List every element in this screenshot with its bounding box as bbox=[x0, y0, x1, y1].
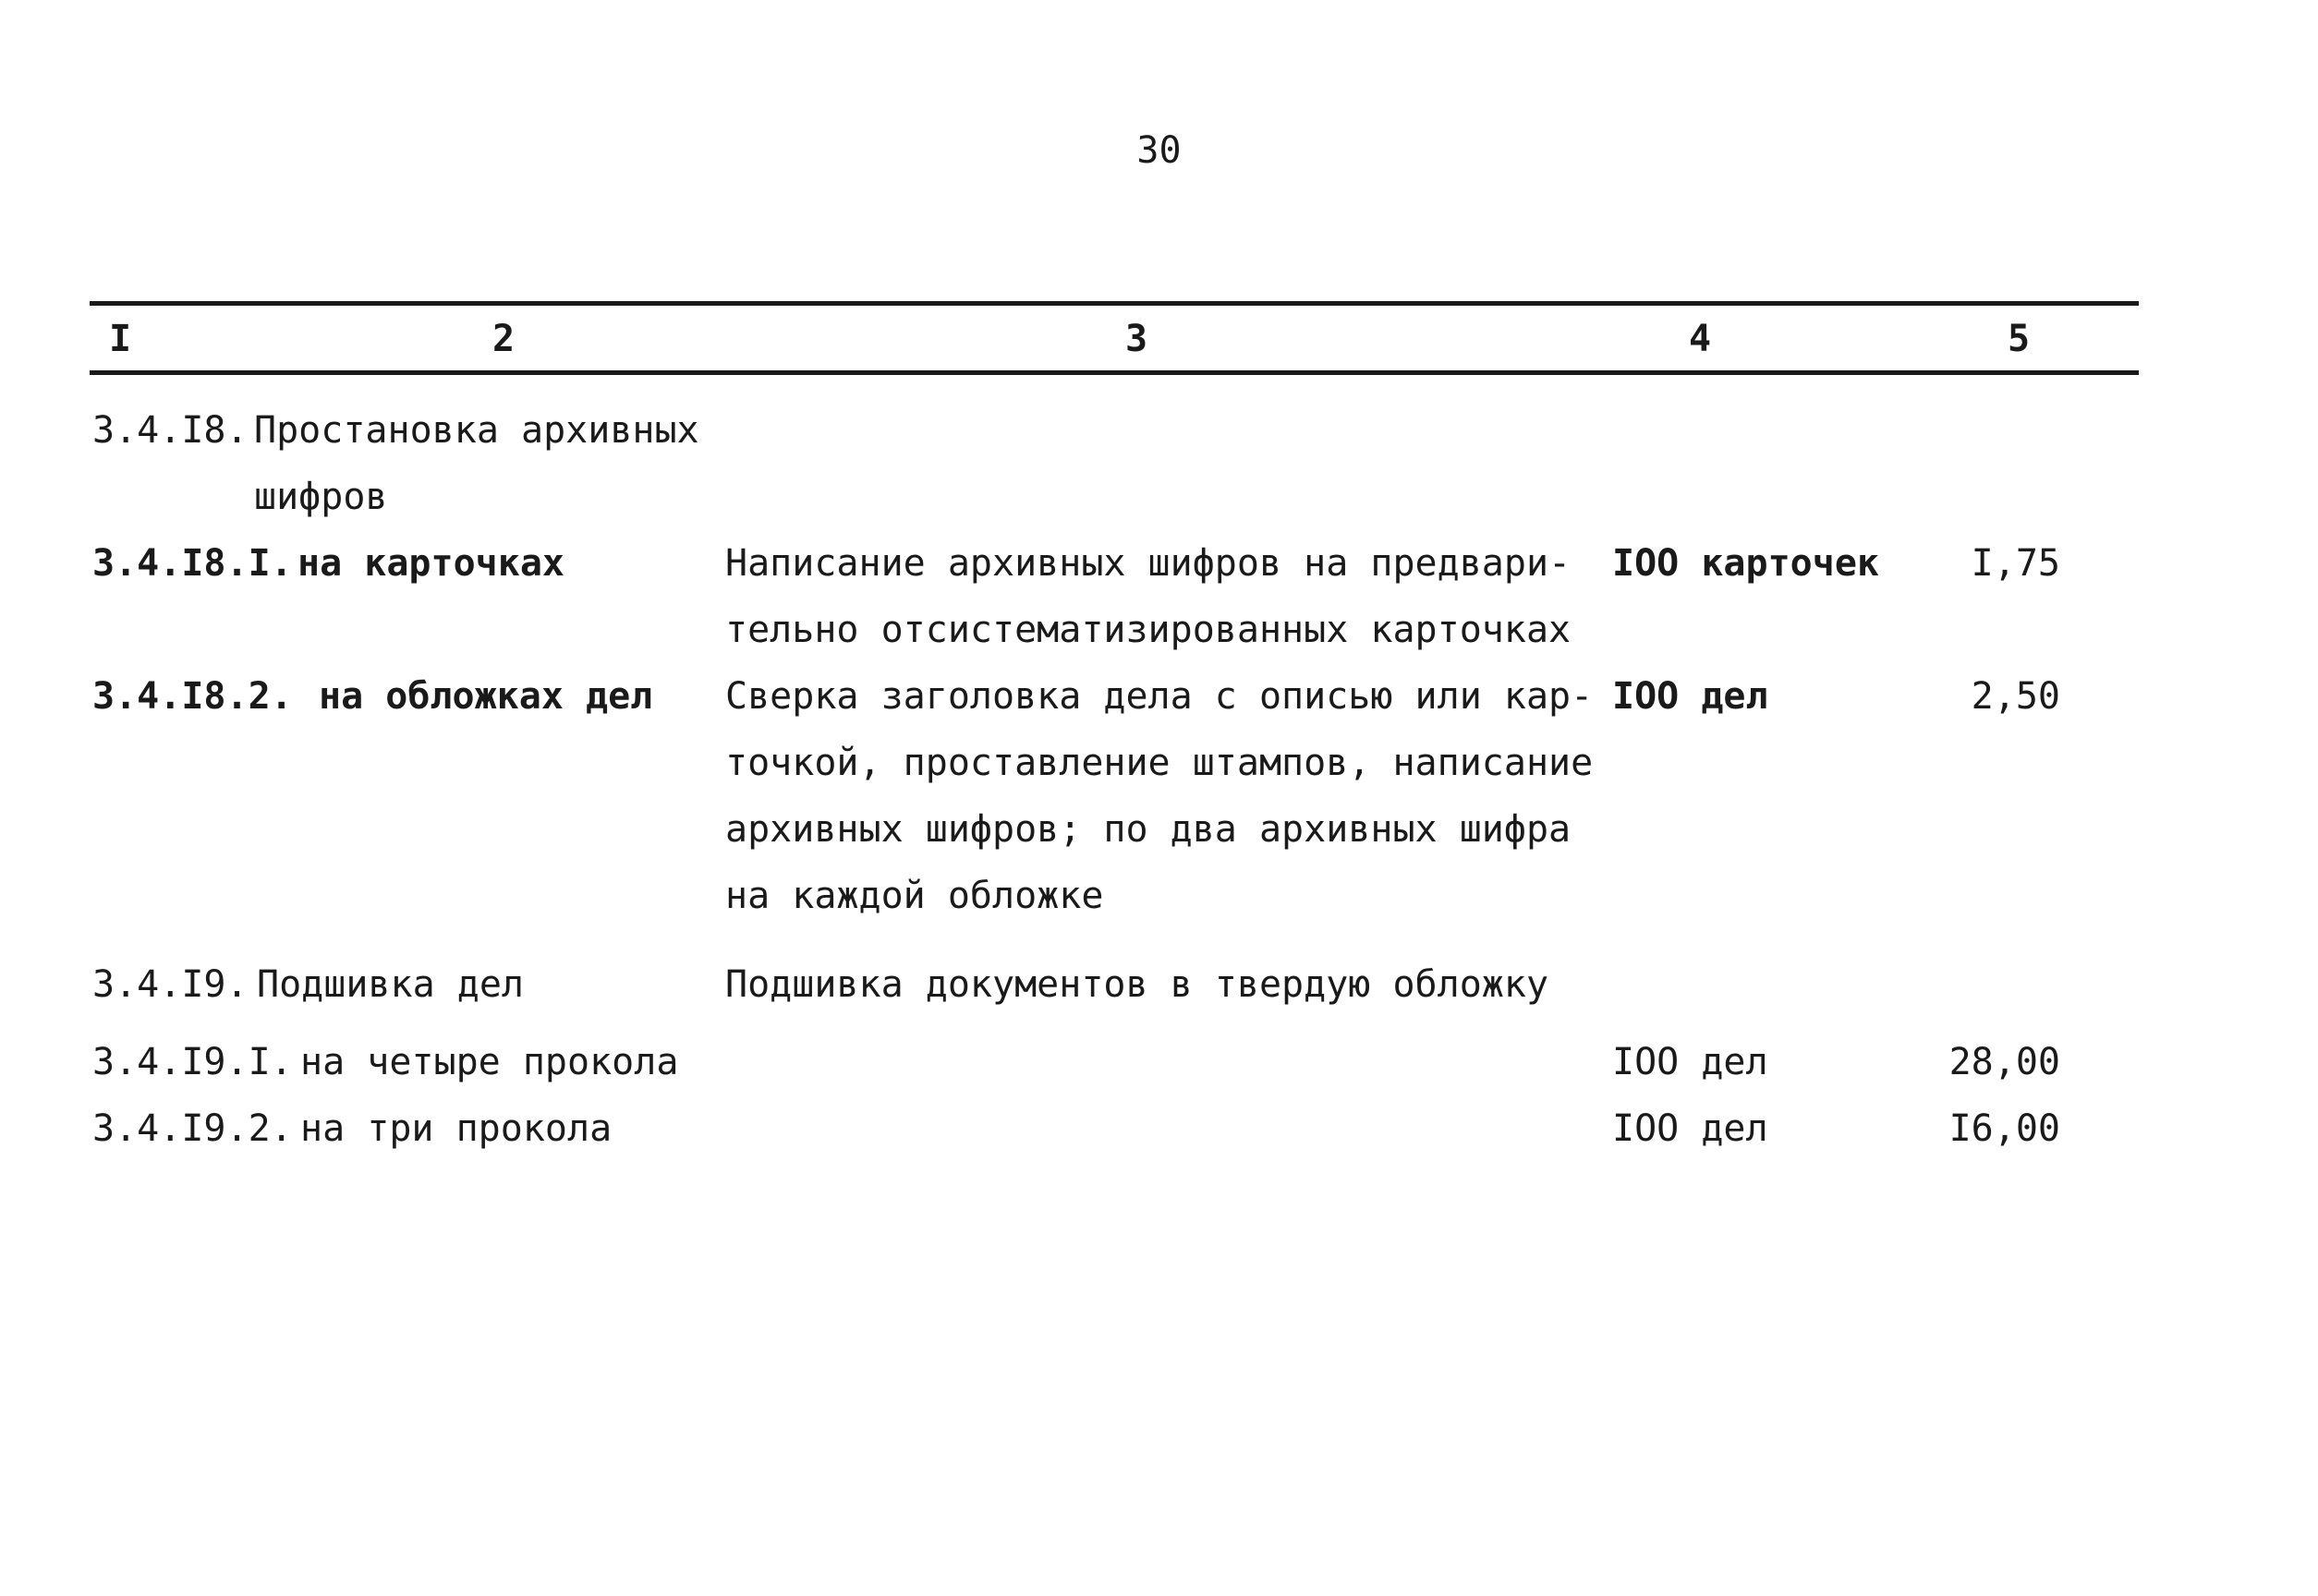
row-description: тельно отсистематизированных карточках bbox=[725, 609, 1572, 651]
row-code: 3.4.I8. bbox=[92, 409, 249, 452]
row-code: 3.4.I8.2. bbox=[92, 675, 293, 718]
row-description: точкой, проставление штампов, написание bbox=[725, 742, 1594, 784]
row-title: на три прокола bbox=[300, 1107, 613, 1150]
row-description: Сверка заголовка дела с описью или кар- bbox=[725, 675, 1594, 718]
row-description: Подшивка документов в твердую обложку bbox=[725, 963, 1549, 1006]
row-code: 3.4.I9. bbox=[92, 963, 249, 1006]
row-value: I6,00 bbox=[1948, 1107, 2060, 1150]
row-title: Подшивка дел bbox=[257, 963, 524, 1006]
row-code: 3.4.I9.2. bbox=[92, 1107, 293, 1150]
row-title: на обложках дел bbox=[319, 675, 653, 718]
row-title: на четыре прокола bbox=[300, 1041, 679, 1083]
row-description: архивных шифров; по два архивных шифра bbox=[725, 808, 1572, 851]
row-unit: IOO дел bbox=[1612, 675, 1768, 718]
row-title: на карточках bbox=[297, 542, 564, 585]
row-value: 2,50 bbox=[1971, 675, 2060, 718]
table-header-rule bbox=[90, 370, 2139, 375]
row-value: I,75 bbox=[1971, 542, 2060, 585]
column-header-2: 2 bbox=[492, 318, 516, 360]
row-value: 28,00 bbox=[1948, 1041, 2060, 1083]
row-title: шифров bbox=[254, 476, 388, 518]
row-title: Простановка архивных bbox=[254, 409, 699, 452]
column-header-4: 4 bbox=[1688, 318, 1712, 360]
row-unit: IOO дел bbox=[1612, 1107, 1768, 1150]
row-code: 3.4.I8.I. bbox=[92, 542, 293, 585]
row-description: на каждой обложке bbox=[725, 875, 1104, 917]
table-top-rule bbox=[90, 301, 2139, 306]
column-header-3: 3 bbox=[1124, 318, 1148, 360]
row-description: Написание архивных шифров на предвари- bbox=[725, 542, 1572, 585]
column-header-1: I bbox=[108, 318, 132, 360]
column-header-5: 5 bbox=[2007, 318, 2031, 360]
row-unit: IOO карточек bbox=[1612, 542, 1879, 585]
row-code: 3.4.I9.I. bbox=[92, 1041, 293, 1083]
row-unit: IOO дел bbox=[1612, 1041, 1768, 1083]
page-number: 30 bbox=[1136, 129, 1182, 172]
